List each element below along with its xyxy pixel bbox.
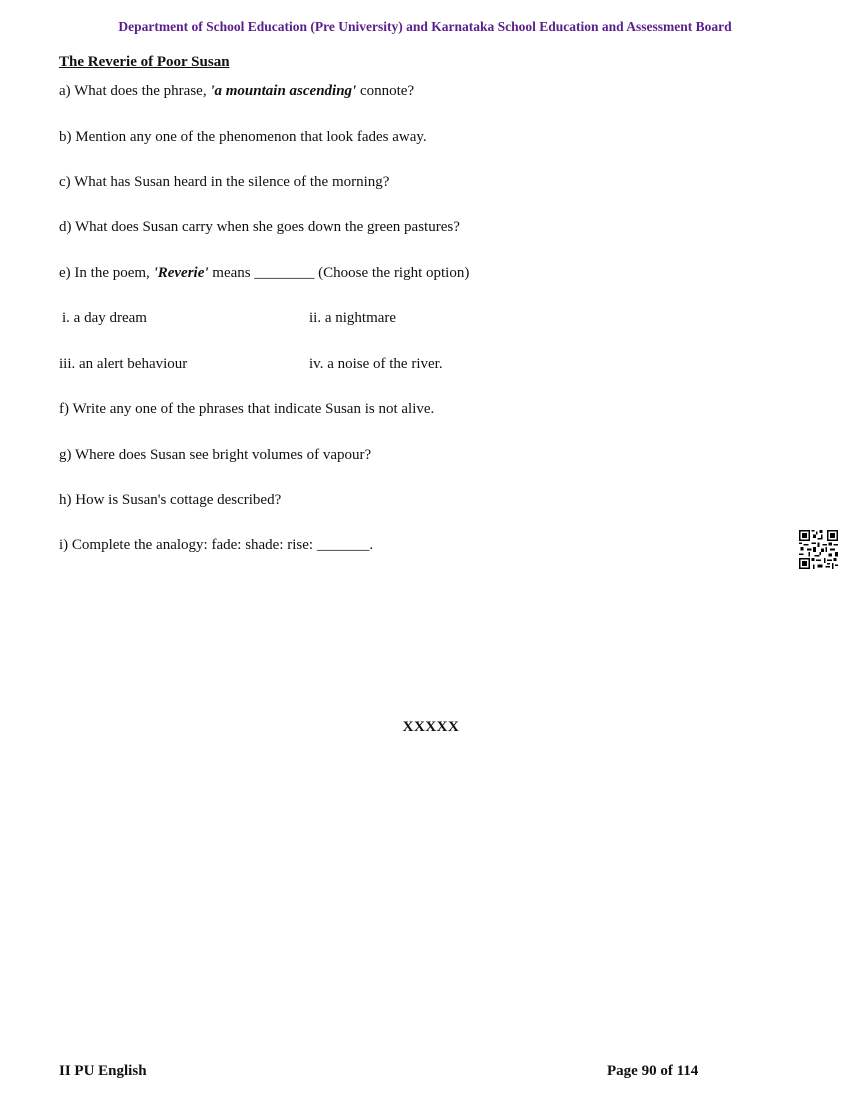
- question-g: g) Where does Susan see bright volumes of vapour?: [59, 447, 372, 463]
- question-h: h) How is Susan's cottage described?: [59, 492, 282, 508]
- qr-code-icon: [799, 530, 838, 569]
- page-header: Department of School Education (Pre University) and Karnataka School Education and Assessment Board: [118, 19, 732, 34]
- question-e-pre: e) In the poem,: [59, 265, 154, 281]
- question-e-emphasis: 'Reverie': [153, 265, 209, 281]
- option-iv: iv. a noise of the river.: [309, 356, 443, 372]
- option-i: i. a day dream: [62, 310, 147, 326]
- question-e-post: means ________ (Choose the right option): [208, 265, 470, 281]
- question-d: d) What does Susan carry when she goes down the green pastures?: [59, 219, 460, 235]
- question-a-post: connote?: [356, 83, 415, 99]
- section-title: The Reverie of Poor Susan: [59, 54, 230, 70]
- question-a: [59, 83, 414, 100]
- question-c: c) What has Susan heard in the silence of the morning?: [59, 174, 390, 190]
- question-i: i) Complete the analogy: fade: shade: rise: _______.: [59, 537, 374, 553]
- question-f: f) Write any one of the phrases that indicate Susan is not alive.: [59, 401, 435, 417]
- question-e: [59, 265, 469, 282]
- option-ii: ii. a nightmare: [309, 310, 397, 326]
- question-a-emphasis: 'a mountain ascending': [210, 83, 357, 99]
- footer-page-number: Page 90 of 114: [607, 1063, 699, 1079]
- end-mark: XXXXX: [402, 719, 460, 735]
- option-iii: iii. an alert behaviour: [59, 356, 188, 372]
- question-a-pre: a) What does the phrase,: [59, 83, 211, 99]
- question-b: b) Mention any one of the phenomenon that look fades away.: [59, 129, 427, 145]
- footer-course: II PU English: [59, 1063, 147, 1079]
